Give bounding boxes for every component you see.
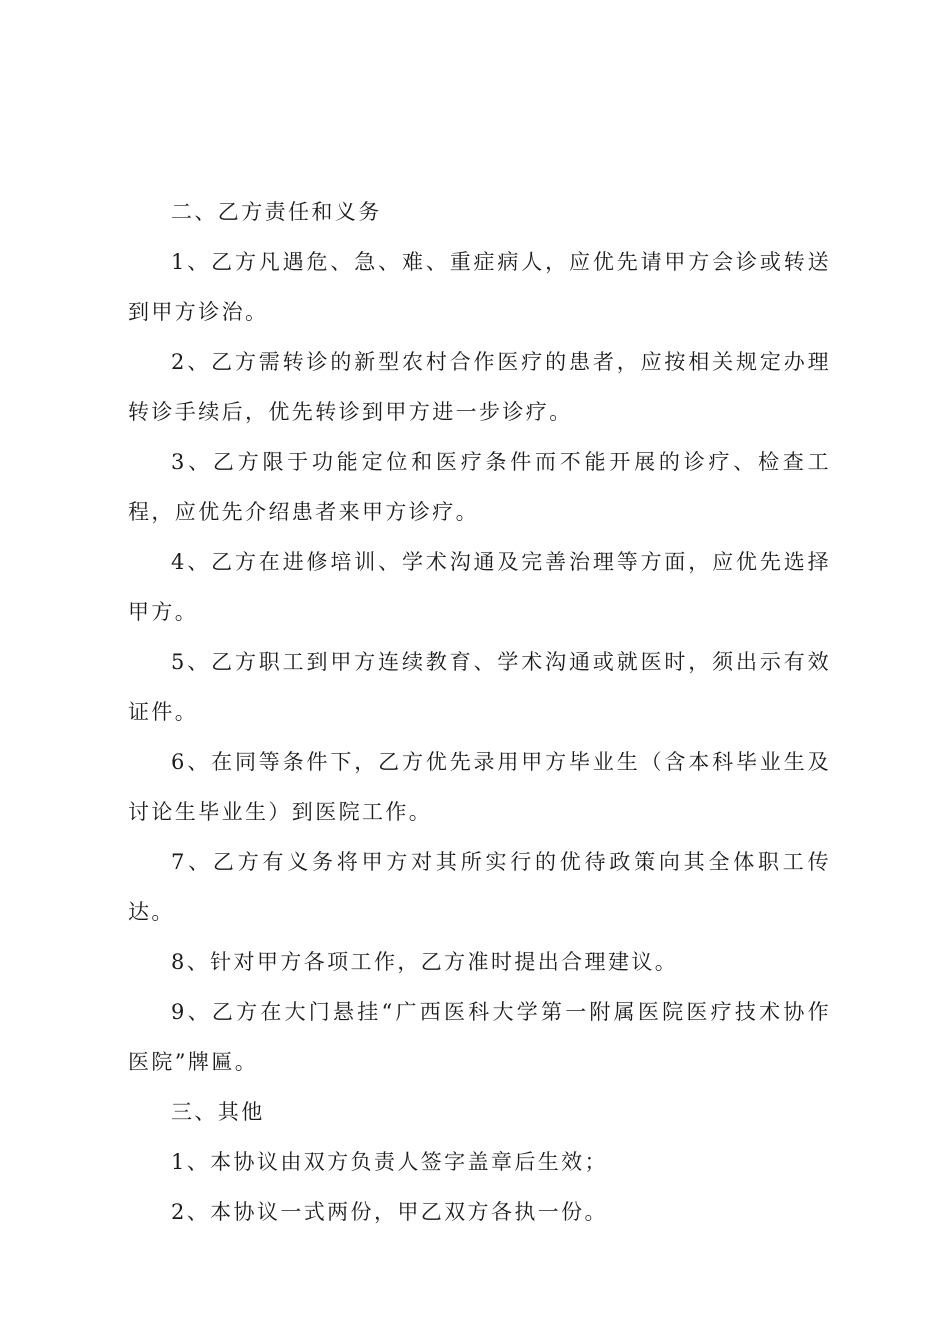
paragraph-other-1: 1、本协议由双方负责人签字盖章后生效；	[171, 1150, 608, 1174]
paragraph-item-5: 5、乙方职工到甲方连续教育、学术沟通或就医时，须出示有效证件。	[128, 650, 831, 724]
paragraph-other-2: 2、本协议一式两份，甲乙双方各执一份。	[171, 1200, 608, 1224]
paragraph-item-1: 1、乙方凡遇危、急、难、重症病人，应优先请甲方会诊或转送到甲方诊治。	[128, 250, 831, 324]
paragraph-item-6: 6、在同等条件下，乙方优先录用甲方毕业生（含本科毕业生及讨论生毕业生）到医院工作。	[128, 750, 831, 824]
paragraph-item-4: 4、乙方在进修培训、学术沟通及完善治理等方面，应优先选择甲方。	[128, 550, 831, 624]
section-heading-obligations: 二、乙方责任和义务	[171, 200, 382, 224]
paragraph-item-8: 8、针对甲方各项工作，乙方准时提出合理建议。	[171, 950, 679, 974]
paragraph-item-7: 7、乙方有义务将甲方对其所实行的优待政策向其全体职工传达。	[128, 850, 831, 924]
paragraph-item-3: 3、乙方限于功能定位和医疗条件而不能开展的诊疗、检查工程，应优先介绍患者来甲方诊疗。	[128, 450, 831, 524]
document-body	[128, 187, 831, 1237]
section-heading-other: 三、其他	[171, 1100, 265, 1124]
paragraph-item-9: 9、乙方在大门悬挂“广西医科大学第一附属医院医疗技术协作医院”牌匾。	[128, 1000, 831, 1074]
paragraph-item-2: 2、乙方需转诊的新型农村合作医疗的患者，应按相关规定办理转诊手续后，优先转诊到甲方进一步诊疗。	[128, 350, 831, 424]
